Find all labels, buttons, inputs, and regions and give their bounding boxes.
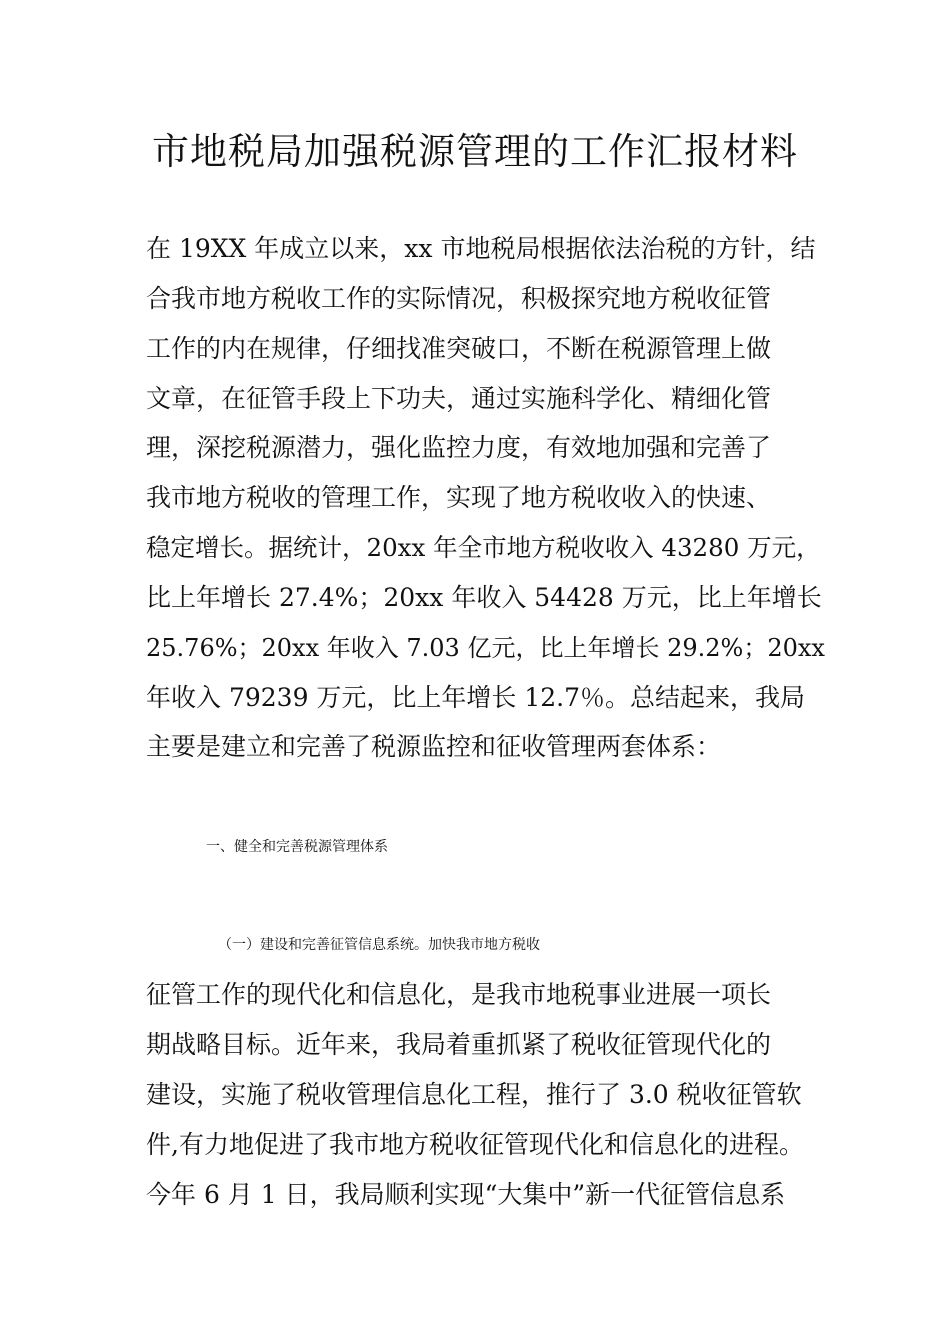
text-line: 期战略目标。近年来，我局着重抓紧了税收征管现代化的 [146,1030,772,1059]
text-line: （一）建设和完善征管信息系统。加快我市地方税收 [218,937,540,953]
text-line: 我市地方税收的管理工作，实现了地方税收收入的快速、 [146,483,772,512]
text-line: 理，深挖税源潜力，强化监控力度，有效地加强和完善了 [146,433,772,462]
text-line: 比上年增长 27.4%；20xx 年收入 54428 万元，比上年增长 [146,583,822,612]
text-line: 稳定增长。据统计，20xx 年全市地方税收收入 43280 万元， [146,533,821,562]
text-line: 建设，实施了税收管理信息化工程，推行了 3.0 税收征管软 [146,1080,802,1109]
section-heading: 一、健全和完善税源管理体系 [206,839,388,855]
text-line: 年收入 79239 万元，比上年增长 12.7％。总结起来，我局 [146,683,806,712]
text-line: 征管工作的现代化和信息化，是我市地税事业进展一项长 [146,980,772,1009]
text-line: 文章，在征管手段上下功夫，通过实施科学化、精细化管 [146,384,772,413]
text-line: 在 19XX 年成立以来，xx 市地税局根据依法治税的方针，结 [146,234,816,263]
text-line: 主要是建立和完善了税源监控和征收管理两套体系： [146,732,722,761]
text-line: 合我市地方税收工作的实际情况，积极探究地方税收征管 [146,284,772,313]
text-line: 工作的内在规律，仔细找准突破口，不断在税源管理上做 [146,334,772,363]
text-line: 25.76%；20xx 年收入 7.03 亿元，比上年增长 29.2%；20xx [146,634,825,662]
text-line: 今年 6 月 1 日，我局顺利实现“大集中”新一代征管信息系 [146,1180,786,1209]
text-line: 件,有力地促进了我市地方税收征管现代化和信息化的进程。 [146,1130,804,1159]
document-title: 市地税局加强税源管理的工作汇报材料 [152,130,798,173]
